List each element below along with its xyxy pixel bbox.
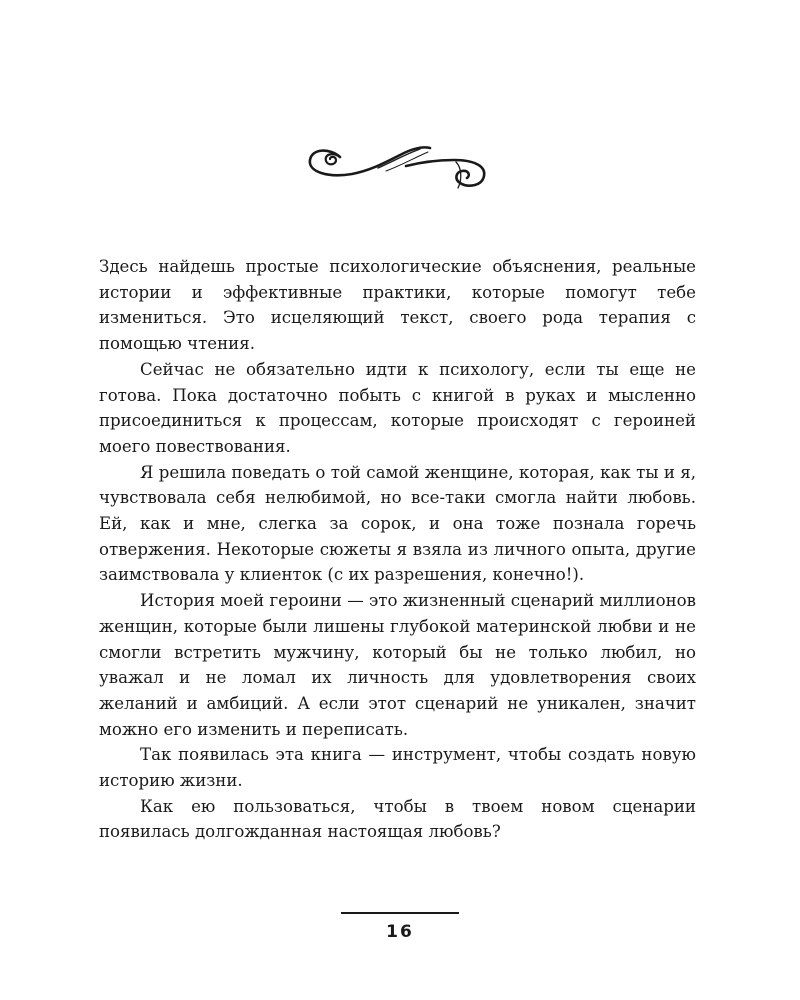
page-number: 16 <box>386 922 414 942</box>
paragraph-2: Сейчас не обязательно идти к психологу, если ты еще не готова. Пока достаточно побыть с книгой в руках и мысленно присоединиться к процессам, которые происходят с героиней моего повествования. <box>99 359 696 456</box>
paragraph-3: Я решила поведать о той самой женщине, которая, как ты и я, чувствовала себя нелюбимой, но все-таки смогла найти любовь. Ей, как и мне, слегка за сорок, и она тоже познала горечь отвержения. Некоторые сюжеты я взяла из личного опыта, другие заимствовала у клиенток (с их разрешения, конечно!). <box>99 462 696 585</box>
paragraph-1: Здесь найдешь простые психологические объяснения, реальные истории и эффективные практики, которые помогут тебе измениться. Это исцеляющий текст, своего рода терапия с помощью чтения. <box>99 257 696 354</box>
main-text <box>99 254 696 845</box>
swirl-ornament-icon <box>306 138 490 190</box>
footer-rule <box>341 912 459 914</box>
paragraph-4: История моей героини — это жизненный сценарий миллионов женщин, которые были лишены глубокой материнской любви и не смогли встретить мужчину, который бы не только любил, но уважал и не ломал их личность для удовлетворения своих желаний и амбиций. А если этот сценарий не уникален, значит можно его изменить и переписать. <box>99 591 696 739</box>
paragraph-6: Как ею пользоваться, чтобы в твоем новом сценарии появилась долгожданная настоящая любовь? <box>99 796 696 842</box>
paragraph-5: Так появилась эта книга — инструмент, чтобы создать новую историю жизни. <box>99 745 696 791</box>
